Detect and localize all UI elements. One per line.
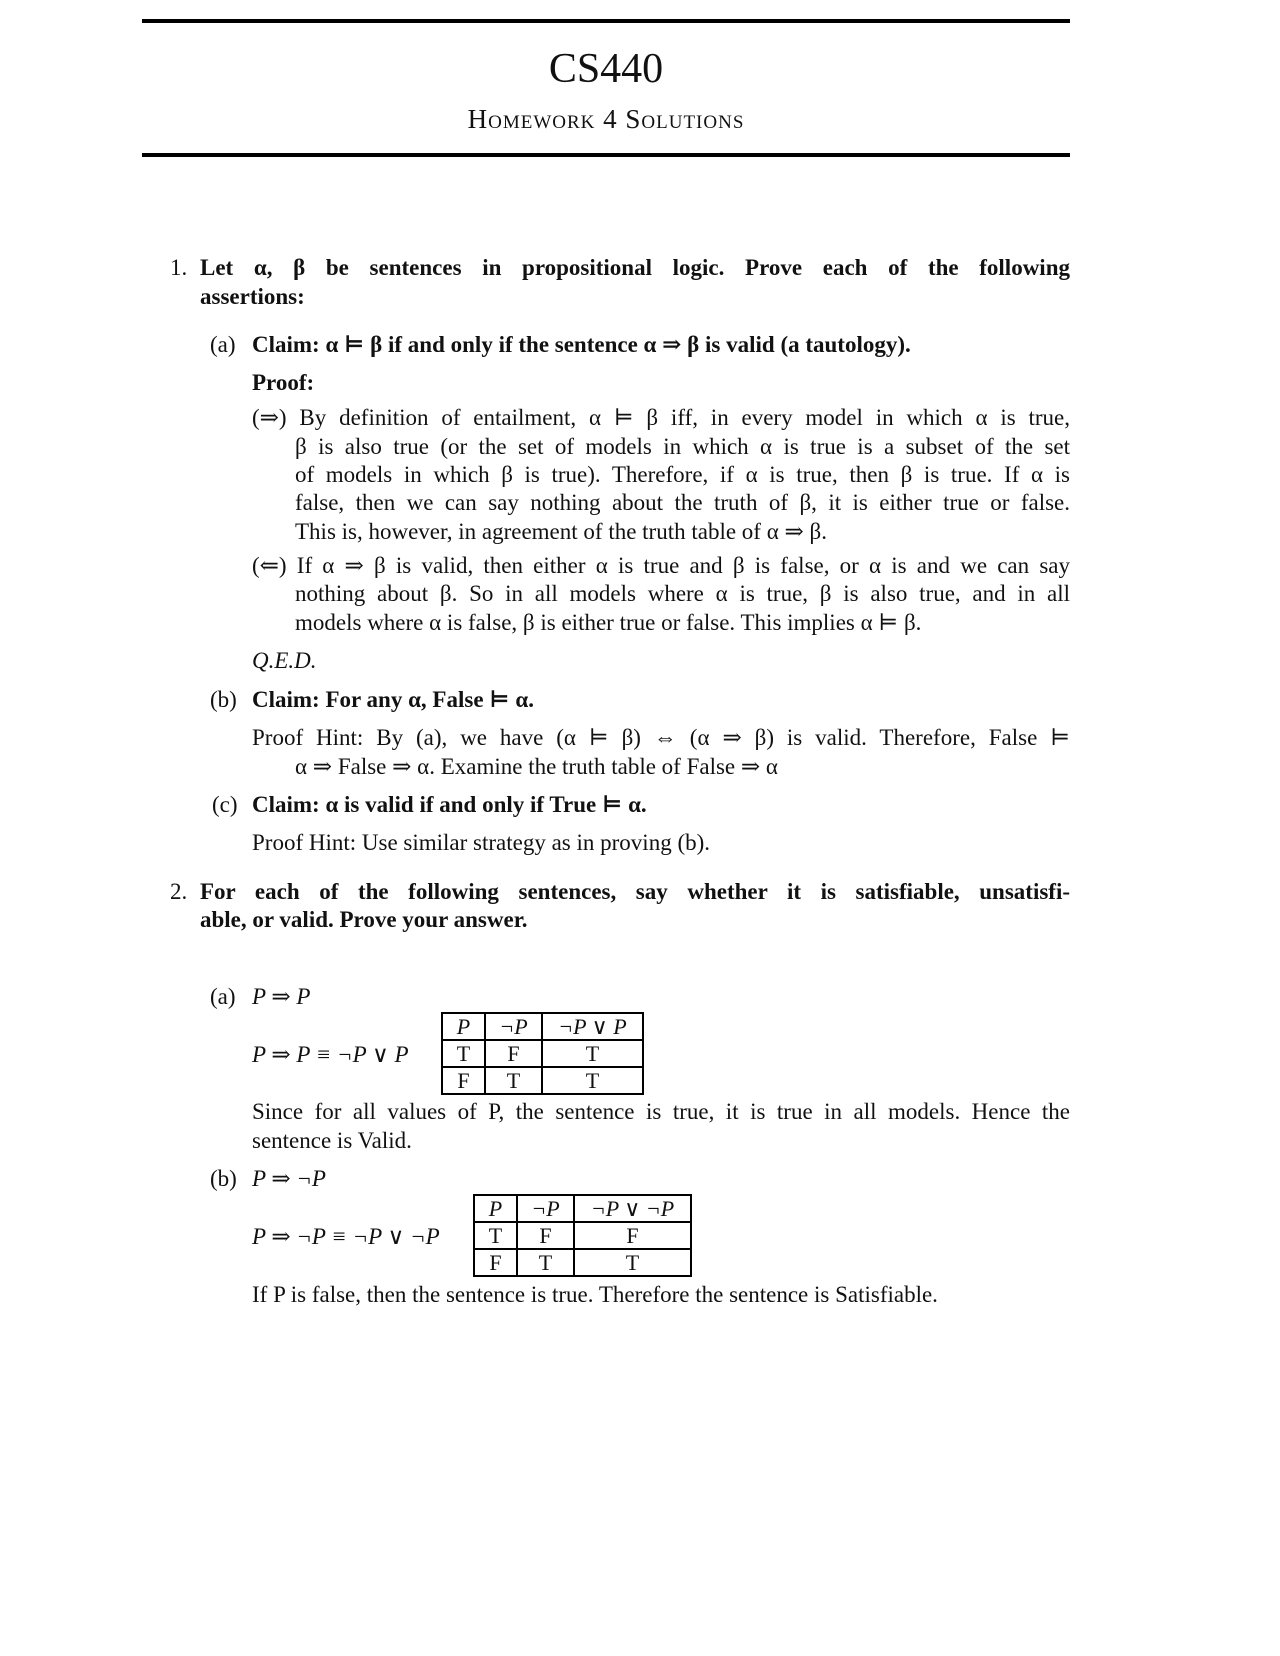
- table-cell: T: [542, 1067, 643, 1094]
- q2a-equivalence: P ⇒ P ≡ ¬P ∨ P: [252, 1042, 409, 1067]
- q1a-label: (a): [210, 332, 236, 357]
- q1a-forward-line: This is, however, in agreement of the truth table of α ⇒ β.: [295, 519, 827, 544]
- course-title: CS440: [548, 46, 664, 92]
- q2b-sentence: P ⇒ ¬P: [252, 1166, 326, 1191]
- q1a-forward-line: of models in which β is true). Therefore, if α is true, then β is true. If α is: [295, 462, 1070, 487]
- q2a-label: (a): [210, 984, 236, 1009]
- table-header: ¬P: [485, 1013, 542, 1040]
- q1b-claim: Claim: For any α, False ⊨ α.: [252, 687, 534, 712]
- table-cell: F: [574, 1222, 691, 1249]
- q2b-truth-table: [473, 1194, 692, 1277]
- q1a-proof-label: Proof:: [252, 370, 315, 395]
- q1a-qed: Q.E.D.: [252, 648, 317, 673]
- q1c-label: (c): [212, 792, 238, 817]
- table-header: ¬P: [517, 1195, 574, 1222]
- q1b-hint-line: Proof Hint: By (a), we have (α ⊨ β) ⇔ (α ⇒ β) is valid. Therefore, False ⊨: [252, 725, 1070, 750]
- q1a-forward-line: (⇒) By definition of entailment, α ⊨ β iff, in every model in which α is true,: [252, 405, 1070, 430]
- table-cell: F: [517, 1222, 574, 1249]
- q2-prompt-line1: For each of the following sentences, say whether it is satisfiable, unsatisfi-: [200, 879, 1070, 904]
- table-header: P: [474, 1195, 517, 1222]
- table-cell: T: [542, 1040, 643, 1067]
- q1c-hint: Proof Hint: Use similar strategy as in proving (b).: [252, 830, 711, 855]
- q1a-forward-line: false, then we can say nothing about the truth of β, it is either true or false.: [295, 490, 1070, 515]
- q1a-forward-line: β is also true (or the set of models in which α is true is a subset of the set: [295, 434, 1070, 459]
- q1b-hint-line: α ⇒ False ⇒ α. Examine the truth table of False ⇒ α: [295, 754, 778, 779]
- table-header: ¬P ∨ ¬P: [574, 1195, 691, 1222]
- q2a-truth-table: [441, 1012, 644, 1095]
- q1a-backward-line: (⇐) If α ⇒ β is valid, then either α is true and β is false, or α is and we can say: [252, 553, 1070, 578]
- table-header: ¬P ∨ P: [542, 1013, 643, 1040]
- q1a-backward-line: models where α is false, β is either true or false. This implies α ⊨ β.: [295, 610, 922, 635]
- q1a-claim: Claim: α ⊨ β if and only if the sentence α ⇒ β is valid (a tautology).: [252, 332, 911, 357]
- top-rule: [142, 19, 1070, 23]
- q2-prompt-line2: able, or valid. Prove your answer.: [200, 907, 528, 932]
- q2b-conclusion: If P is false, then the sentence is true. Therefore the sentence is Satisfiable.: [252, 1282, 938, 1307]
- header-rule: [142, 153, 1070, 157]
- q2a-conclusion-line: sentence is Valid.: [252, 1128, 412, 1153]
- table-cell: T: [485, 1067, 542, 1094]
- q1-prompt-line1: Let α, β be sentences in propositional logic. Prove each of the following: [200, 255, 1070, 280]
- q1b-label: (b): [210, 687, 237, 712]
- table-cell: F: [474, 1249, 517, 1276]
- document-subtitle: Homework 4 Solutions: [467, 104, 745, 134]
- q1-number: 1.: [170, 255, 188, 280]
- table-cell: T: [474, 1222, 517, 1249]
- q1a-backward-line: nothing about β. So in all models where α is true, β is also true, and in all: [295, 581, 1070, 606]
- q2a-conclusion-line: Since for all values of P, the sentence is true, it is true in all models. Hence the: [252, 1099, 1070, 1124]
- table-header: P: [442, 1013, 485, 1040]
- q2-number: 2.: [170, 879, 188, 904]
- table-cell: T: [574, 1249, 691, 1276]
- q2b-label: (b): [210, 1166, 237, 1191]
- q1c-claim: Claim: α is valid if and only if True ⊨ α.: [252, 792, 647, 817]
- table-cell: F: [485, 1040, 542, 1067]
- q1-prompt-line2: assertions:: [200, 284, 305, 309]
- table-cell: T: [442, 1040, 485, 1067]
- table-cell: F: [442, 1067, 485, 1094]
- q2b-equivalence: P ⇒ ¬P ≡ ¬P ∨ ¬P: [252, 1224, 440, 1249]
- q2a-sentence: P ⇒ P: [252, 984, 311, 1009]
- table-cell: T: [517, 1249, 574, 1276]
